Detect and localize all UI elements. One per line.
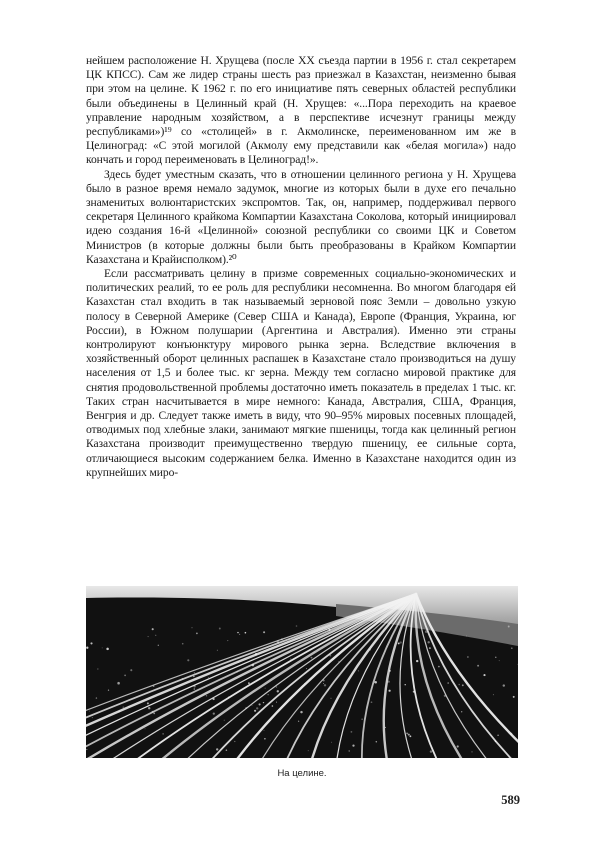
- soil-speckle: [497, 734, 499, 736]
- soil-speckle: [124, 675, 126, 677]
- soil-speckle: [187, 659, 189, 661]
- soil-speckle: [388, 690, 390, 692]
- soil-speckle: [238, 661, 239, 662]
- soil-speckle: [349, 750, 350, 751]
- soil-speckle: [194, 672, 195, 673]
- soil-speckle: [313, 651, 314, 652]
- soil-speckle: [237, 671, 238, 672]
- soil-speckle: [329, 655, 331, 657]
- soil-speckle: [438, 666, 440, 668]
- soil-speckle: [196, 633, 198, 635]
- soil-speckle: [495, 741, 496, 742]
- soil-speckle: [219, 628, 221, 630]
- soil-speckle: [352, 744, 354, 746]
- soil-speckle: [306, 668, 307, 669]
- soil-speckle: [510, 733, 512, 735]
- soil-speckle: [425, 630, 428, 633]
- soil-speckle: [96, 697, 97, 698]
- soil-speckle: [385, 727, 386, 728]
- soil-speckle: [331, 742, 332, 743]
- soil-speckle: [447, 682, 449, 684]
- soil-speckle: [90, 642, 92, 644]
- soil-speckle: [483, 674, 485, 676]
- page-number: 589: [501, 793, 520, 807]
- soil-speckle: [323, 683, 324, 684]
- soil-speckle: [102, 647, 103, 648]
- soil-speckle: [298, 721, 299, 722]
- soil-speckle: [458, 684, 460, 686]
- soil-speckle: [444, 695, 446, 697]
- soil-speckle: [153, 685, 155, 687]
- plowed-field-image: [86, 586, 518, 758]
- soil-speckle: [217, 650, 218, 651]
- soil-speckle: [144, 728, 145, 729]
- soil-speckle: [388, 681, 390, 683]
- soil-speckle: [351, 731, 353, 733]
- soil-speckle: [405, 684, 406, 685]
- soil-speckle: [323, 680, 325, 682]
- soil-speckle: [224, 720, 225, 721]
- soil-speckle: [361, 719, 362, 720]
- soil-speckle: [228, 697, 229, 698]
- body-text: [86, 54, 516, 480]
- soil-speckle: [239, 634, 240, 635]
- soil-speckle: [191, 627, 192, 628]
- soil-speckle: [152, 628, 154, 630]
- soil-speckle: [245, 632, 247, 634]
- soil-speckle: [153, 713, 155, 715]
- soil-speckle: [513, 696, 515, 698]
- soil-speckle: [108, 690, 109, 691]
- soil-speckle: [358, 670, 359, 671]
- soil-speckle: [129, 706, 130, 707]
- soil-speckle: [123, 706, 125, 708]
- soil-speckle: [155, 635, 156, 636]
- soil-speckle: [268, 694, 269, 695]
- soil-speckle: [182, 643, 184, 645]
- soil-speckle: [97, 669, 98, 670]
- soil-speckle: [254, 710, 256, 712]
- soil-speckle: [248, 682, 250, 684]
- soil-speckle: [409, 735, 411, 737]
- soil-speckle: [398, 642, 400, 644]
- soil-speckle: [194, 685, 196, 687]
- paragraph-2: Здесь будет уместным сказать, что в отношении целинного региона у Н. Хрущева было в разное время немало задумок, многие из которых были в духе его печально знаменитых волюнтаристских экспромтов. Так, он, например, поддерживал первого секретаря Целинного крайкома Компартии Казахстана Соколова, который инициировал идею создания 16-й «Целинной» союзной республики со своими ЦК и Советом Министров (в которые должны были быть преобразованы в Крайком Компартии Казахстана и Крайисполком).²⁰: [86, 167, 516, 266]
- soil-speckle: [245, 707, 246, 708]
- figure-caption: На целине.: [277, 768, 327, 779]
- soil-speckle: [276, 686, 277, 687]
- soil-speckle: [290, 659, 291, 660]
- soil-speckle: [227, 640, 228, 641]
- soil-speckle: [152, 711, 154, 713]
- soil-speckle: [212, 698, 214, 700]
- soil-speckle: [304, 683, 305, 684]
- soil-speckle: [206, 695, 207, 696]
- soil-speckle: [413, 691, 415, 693]
- soil-speckle: [466, 636, 467, 637]
- soil-speckle: [389, 670, 391, 672]
- soil-speckle: [252, 664, 254, 666]
- soil-speckle: [371, 701, 373, 703]
- soil-speckle: [276, 702, 277, 703]
- soil-speckle: [117, 682, 120, 685]
- soil-speckle: [237, 632, 238, 633]
- soil-speckle: [499, 660, 500, 661]
- soil-speckle: [226, 749, 228, 751]
- soil-speckle: [255, 653, 257, 655]
- soil-speckle: [330, 698, 331, 699]
- soil-speckle: [148, 636, 149, 637]
- soil-speckle: [311, 657, 313, 659]
- soil-speckle: [148, 707, 150, 709]
- paragraph-1: нейшем расположение Н. Хрущева (после XX съезда партии в 1956 г. стал секретарем ЦК КПСС). Сам же лидер страны шесть раз приезжал в Казахстан, неизменно бывая при этом на целине. К 1962 г. по его инициативе пять северных областей республики были объединены в Целинный край (Н. Хрущев: «...Пора переходить на краевое управление народным хозяйством, а в перспективе исчезнут границы между республиками»)¹⁹ со «столицей» в г. Акмолинске, переименованном им же в Целиноград: «С этой могилой (Акмолу ему представили как «белая могила») надо кончать и город переименовать в Целиноград!».: [86, 54, 516, 167]
- soil-speckle: [416, 660, 418, 662]
- soil-speckle: [427, 641, 429, 643]
- soil-speckle: [259, 703, 261, 705]
- soil-speckle: [300, 711, 302, 713]
- soil-speckle: [194, 688, 196, 690]
- soil-speckle: [208, 677, 209, 678]
- soil-speckle: [408, 734, 410, 736]
- soil-speckle: [118, 711, 120, 713]
- soil-speckle: [495, 657, 496, 658]
- soil-speckle: [457, 745, 459, 747]
- soil-speckle: [263, 631, 265, 633]
- soil-speckle: [272, 705, 274, 707]
- soil-speckle: [92, 717, 93, 718]
- soil-speckle: [216, 748, 218, 750]
- soil-speckle: [429, 647, 431, 649]
- soil-speckle: [264, 738, 266, 740]
- soil-speckle: [265, 688, 266, 689]
- plowed-field-photo: [86, 586, 518, 758]
- soil-speckle: [182, 678, 184, 680]
- soil-speckle: [461, 711, 462, 712]
- soil-speckle: [263, 702, 264, 703]
- soil-speckle: [277, 690, 279, 692]
- soil-speckle: [256, 707, 258, 709]
- soil-speckle: [328, 629, 330, 631]
- soil-speckle: [503, 684, 505, 686]
- soil-speckle: [493, 694, 494, 695]
- soil-speckle: [430, 750, 432, 752]
- soil-speckle: [147, 702, 149, 704]
- soil-speckle: [374, 681, 377, 684]
- soil-speckle: [158, 645, 159, 646]
- soil-speckle: [517, 664, 518, 665]
- soil-speckle: [89, 711, 90, 712]
- soil-speckle: [130, 669, 132, 671]
- soil-speckle: [277, 640, 280, 643]
- soil-speckle: [400, 641, 402, 643]
- soil-speckle: [252, 705, 253, 706]
- soil-speckle: [508, 626, 510, 628]
- soil-speckle: [296, 625, 298, 627]
- soil-speckle: [471, 751, 472, 752]
- soil-speckle: [369, 649, 370, 650]
- soil-speckle: [328, 689, 329, 690]
- soil-speckle: [511, 647, 513, 649]
- soil-speckle: [467, 656, 469, 658]
- soil-speckle: [213, 712, 215, 714]
- soil-speckle: [264, 730, 265, 731]
- soil-speckle: [477, 665, 479, 667]
- soil-speckle: [86, 647, 88, 649]
- soil-speckle: [281, 638, 283, 640]
- soil-speckle: [376, 741, 377, 742]
- soil-speckle: [406, 733, 408, 735]
- soil-speckle: [234, 741, 235, 742]
- soil-speckle: [162, 733, 163, 734]
- soil-speckle: [86, 749, 87, 750]
- paragraph-3: Если рассматривать целину в призме современных социально-экономических и политических реалий, то ее роль для республики несомненна. Во многом благодаря ей Казахстан стал входить в так называемый зерновой пояс Земли – довольно узкую полосу в Северной Америке (Север США и Канада), Европе (Франция, Украина, юг России), в Южном полушарии (Аргентина и Австралия). Именно эти страны контролируют конъюнктуру мирового рынка зерна. Вследствие включения в хозяйственный оборот целинных распашек в Казахстане стало производиться на душу населения от 1,5 и более тыс. кг зерна. Между тем согласно мировой практике для снятия продовольственной проблемы достаточно иметь показатель в пределах 1 тыс. кг. Таких стран насчитывается в мире немного: Канада, Австралия, США, Франция, Венгрия и др. Следует также иметь в виду, что 90–95% мировых посевных площадей, отводимых под хлебные злаки, занимают мягкие пшеницы, тогда как целинный регион Казахстана производит преимущественно твердую пшеницу, ее сильные сорта, отличающиеся высоким содержанием белка. Именно в Казахстане находится один из крупнейших миро-: [86, 267, 516, 479]
- soil-speckle: [462, 684, 464, 686]
- soil-speckle: [193, 676, 194, 677]
- soil-speckle: [308, 750, 309, 751]
- soil-speckle: [300, 639, 302, 641]
- soil-speckle: [324, 684, 326, 686]
- soil-speckle: [338, 661, 339, 662]
- soil-speckle: [106, 648, 109, 651]
